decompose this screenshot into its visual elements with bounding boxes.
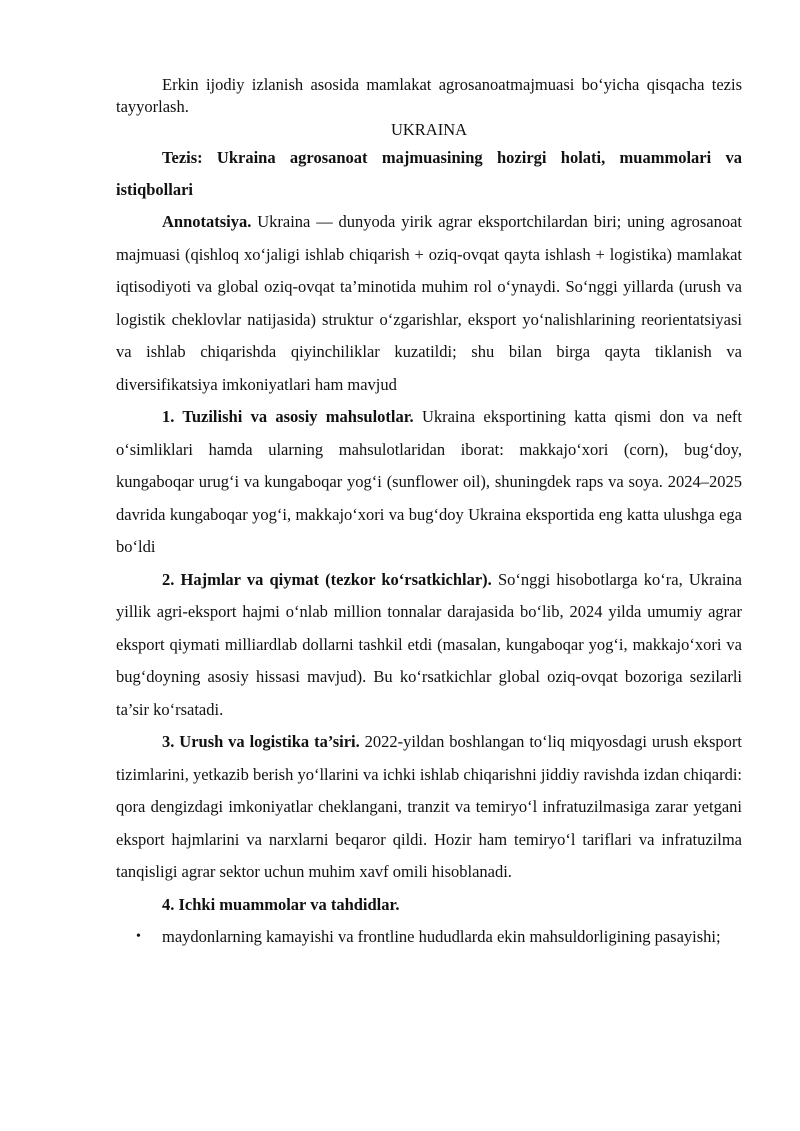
section-1-paragraph [116,401,742,564]
section-2-paragraph [116,564,742,727]
intro-paragraph: Erkin ijodiy izlanish asosida mamlakat agrosanoatmajmuasi bo‘yicha qisqacha tezis tayyorlash. [116,75,742,116]
section-1-heading: 1. Tuzilishi va asosiy mahsulotlar. [162,407,414,426]
annotation-label: Annotatsiya. [162,212,252,231]
section-1-text: Ukraina eksportining katta qismi don va neft o‘simliklari hamda ularning mahsulotlaridan iborat: makkajo‘xori (corn), bug‘doy, kungaboqar urug‘i va kungaboqar yog‘i (sunflower oil), shuningdek raps va soya. 2024–2025 davrida kungaboqar yog‘i, makkajo‘xori va bug‘doy Ukraina eksportida eng katta ulushga ega bo‘ldi [116,407,742,556]
section-3-paragraph [116,726,742,889]
bullet-icon: • [136,929,141,944]
threats-list [116,921,742,954]
list-item [116,921,742,954]
thesis-title: Tezis: Ukraina agrosanoat majmuasining hozirgi holati, muammolari va istiqbollari [116,148,742,199]
section-2-heading: 2. Hajmlar va qiymat (tezkor ko‘rsatkichlar). [162,569,492,589]
section-4-heading: 4. Ichki muammolar va tahdidlar. [162,894,400,914]
section-3-heading: 3. Urush va logistika ta’siri. [162,732,360,751]
section-3-text: 2022-yildan boshlangan to‘liq miqyosdagi urush eksport tizimlarini, yetkazib berish yo‘llarini va ichki ishlab chiqarishni jiddiy ravishda izdan chiqardi: qora dengizdagi imkoniyatlar cheklangani, tranzit va temiryo‘l infratuzilmasiga zarar yetgani eksport hajmlarini va narxlarni beqaror qildi. Hozir ham temiryo‘l tariflari va infratuzilma tanqisligi agrar sektor uchun muhim xavf omili hisoblanadi. [116,732,743,881]
country-title: UKRAINA [390,120,468,139]
document-page [116,74,742,954]
list-item-text: maydonlarning kamayishi va frontline hududlarda ekin mahsuldorligining pasayishi; [162,927,721,946]
annotation-paragraph [116,206,742,401]
annotation-text: Ukraina — dunyoda yirik agrar eksportchilardan biri; uning agrosanoat majmuasi (qishloq xo‘jaligi ishlab chiqarish + oziq-ovqat qayta ishlash + logistika) mamlakat iqtisodiyoti va global oziq-ovqat ta’minotida muhim rol o‘ynaydi. So‘nggi yillarda (urush va logistik cheklovlar natijasida) struktur o‘zgarishlar, eksport yo‘nalishlarining reorientatsiyasi va ishlab chiqarishda qiyinchiliklar kuzatildi; shu bilan birga qayta tiklanish va diversifikatsiya imkoniyatlari ham mavjud [116,212,742,394]
section-4-paragraph [116,889,742,922]
section-2-text: So‘nggi hisobotlarga ko‘ra, Ukraina yillik agri-eksport hajmi o‘nlab million tonnalar darajasida bo‘lib, 2024 yilda umumiy agrar eksport qiymati milliardlab dollarni tashkil etdi (masalan, kungaboqar yog‘i, makkajo‘xori va bug‘doyning asosiy hissasi mavjud). Bu ko‘rsatkichlar global oziq-ovqat bozoriga sezilarli ta’sir ko‘rsatadi. [116,569,742,719]
